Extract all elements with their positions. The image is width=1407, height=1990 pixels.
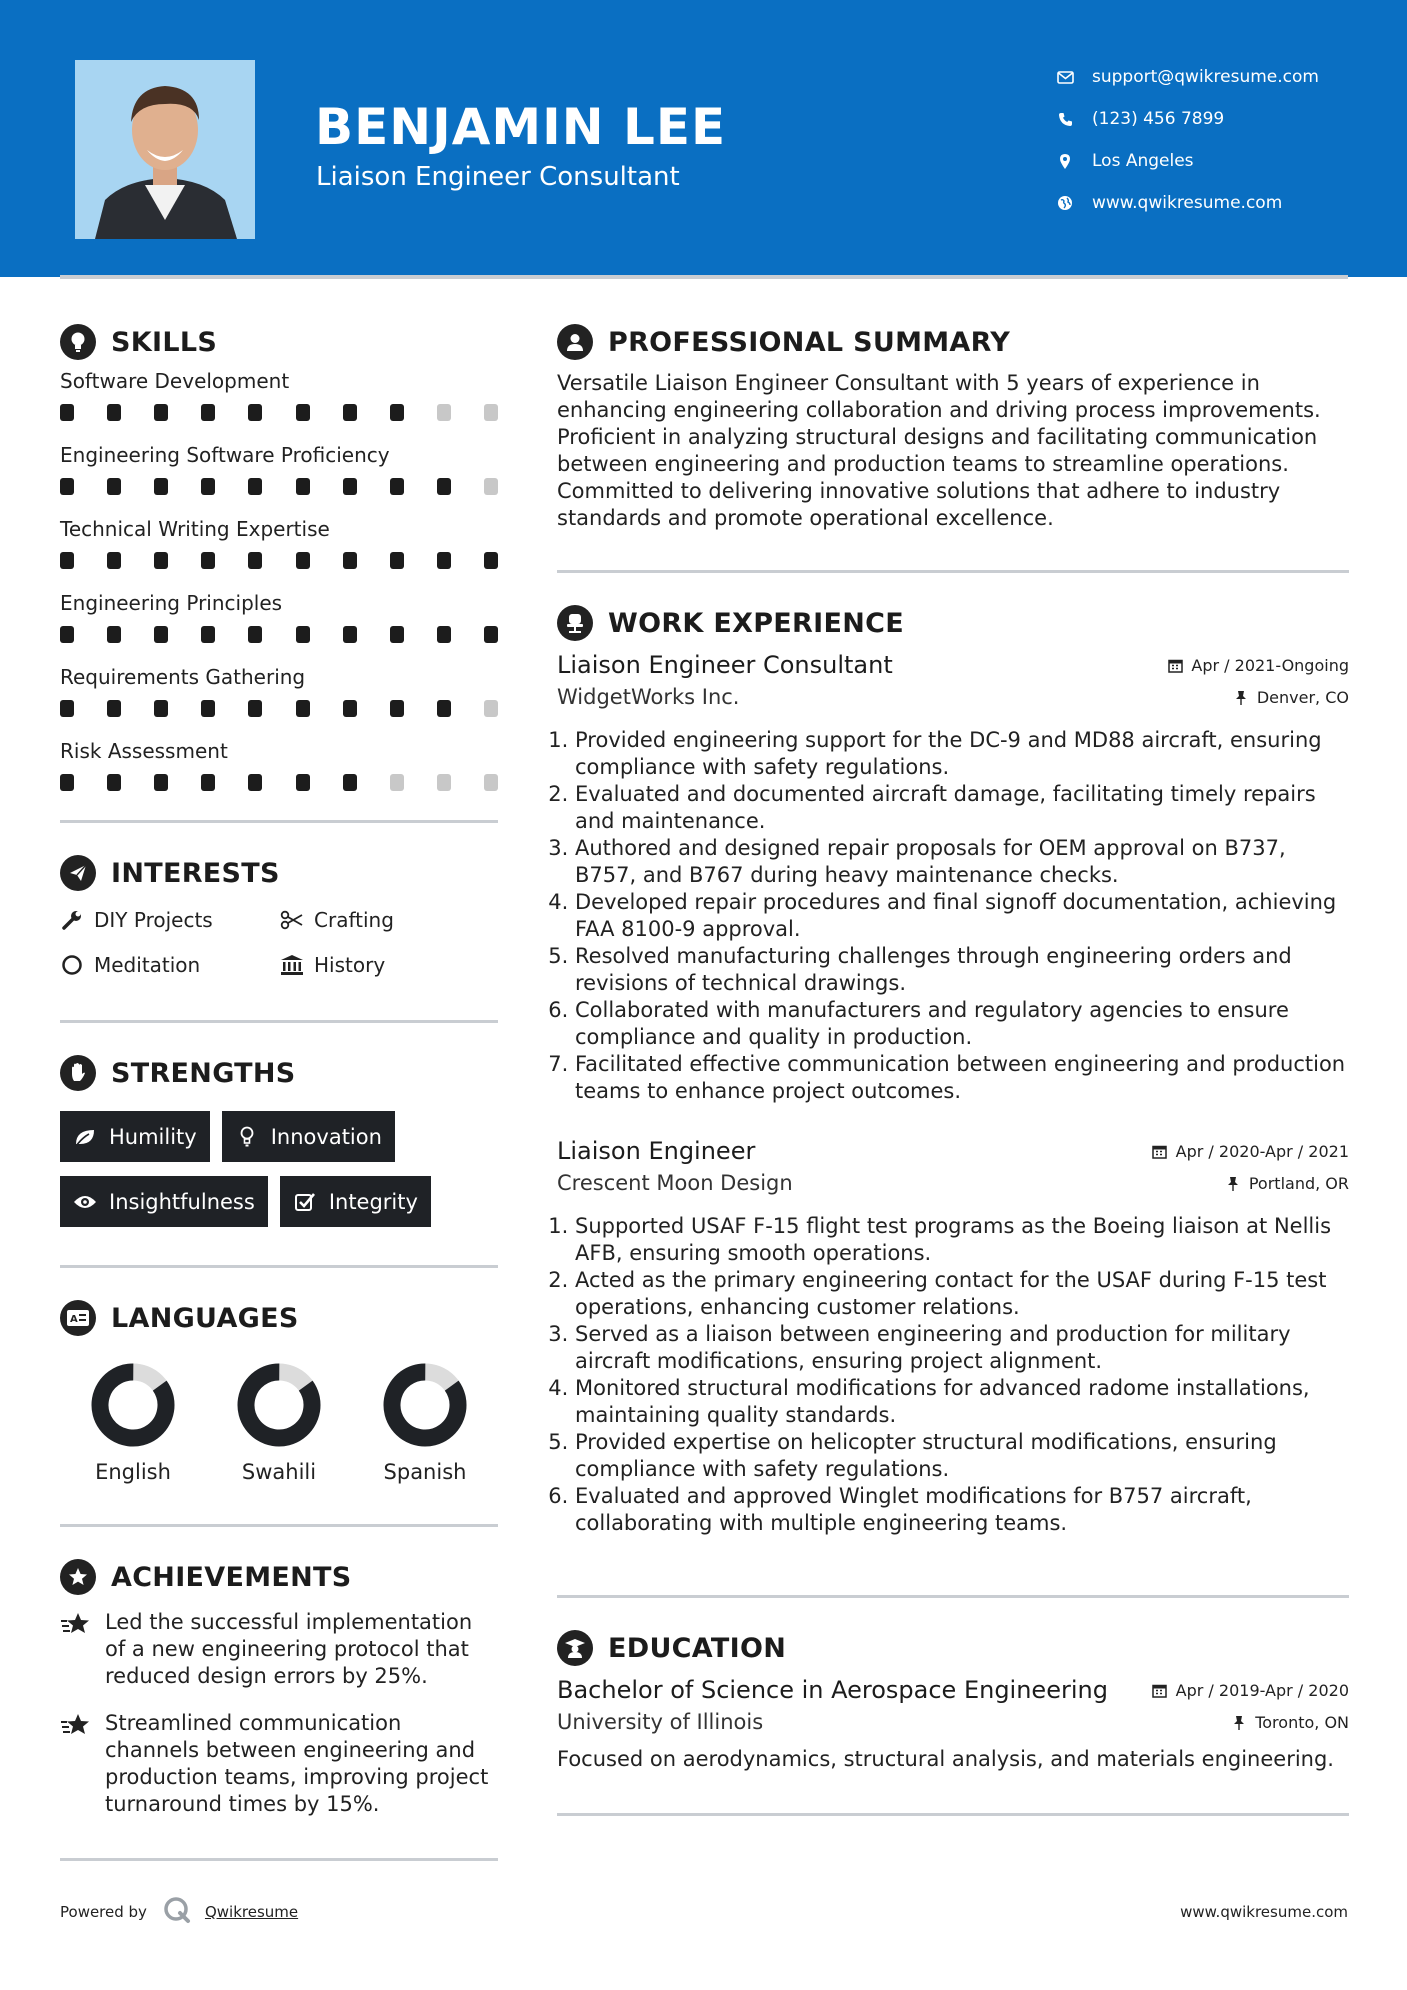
- skills-title: SKILLS: [111, 326, 218, 358]
- interest-label: Crafting: [314, 908, 394, 932]
- rating-dot-filled: [201, 700, 215, 717]
- lightbulb-icon: [235, 1125, 259, 1149]
- section-divider: [557, 570, 1349, 573]
- lightbulb-icon: [60, 324, 96, 360]
- rating-dot-filled: [437, 552, 451, 569]
- job-date: [1167, 656, 1349, 675]
- rating-dot-filled: [437, 700, 451, 717]
- skill-name: Requirements Gathering: [60, 665, 306, 689]
- education-head: [557, 1676, 1349, 1704]
- rating-dot-empty: [484, 774, 498, 791]
- job-entry: [557, 651, 1349, 1105]
- job-title: Liaison Engineer: [557, 1137, 756, 1165]
- rating-dot-filled: [248, 552, 262, 569]
- language-name: English: [95, 1460, 171, 1484]
- job-date-text: Apr / 2020-Apr / 2021: [1175, 1142, 1349, 1161]
- education-location-text: Toronto, ON: [1255, 1712, 1349, 1732]
- scissors-icon: [280, 908, 304, 932]
- education-location: [1231, 1713, 1349, 1732]
- rating-dot-filled: [484, 552, 498, 569]
- footer-url[interactable]: www.qwikresume.com: [1180, 1903, 1348, 1921]
- contact-email[interactable]: [1055, 56, 1319, 98]
- star-icon: [60, 1710, 93, 1818]
- achievement-text: Streamlined communication channels between engineering and production teams, improving project turnaround times by 15%.: [105, 1711, 489, 1816]
- graduate-icon: [557, 1630, 593, 1666]
- rating-dot-empty: [437, 404, 451, 421]
- skill-rating: [60, 396, 498, 440]
- rating-dot-filled: [60, 700, 74, 717]
- job-bullet: 2. Acted as the primary engineering contact for the USAF during F-15 test operations, enhancing customer relations.: [575, 1267, 1349, 1321]
- experience-header: [557, 603, 1349, 643]
- skill-rating: [60, 766, 498, 810]
- rating-dot-filled: [107, 700, 121, 717]
- interest-label: History: [314, 953, 386, 977]
- rating-dot-filled: [343, 626, 357, 643]
- contact-location-text: Los Angeles: [1092, 151, 1194, 171]
- rating-dot-filled: [343, 700, 357, 717]
- skill-item: [60, 736, 498, 810]
- degree-title: Bachelor of Science in Aerospace Engineering: [557, 1676, 1108, 1704]
- qwikresume-logo-icon: [163, 1896, 191, 1928]
- education-date-text: Apr / 2019-Apr / 2020: [1175, 1681, 1349, 1700]
- rating-dot-filled: [248, 626, 262, 643]
- profile-photo: [75, 60, 255, 239]
- job-head: [557, 1137, 1349, 1165]
- contact-website[interactable]: [1055, 182, 1319, 224]
- rating-dot-filled: [201, 552, 215, 569]
- job-location: [1233, 688, 1349, 707]
- hand-icon: [60, 1055, 96, 1091]
- interests-header: [60, 853, 498, 893]
- language-item: [60, 1362, 206, 1484]
- candidate-title: Liaison Engineer Consultant: [316, 162, 680, 192]
- left-column: [60, 322, 498, 1861]
- rating-dot-filled: [107, 552, 121, 569]
- job-sub: [557, 1171, 1349, 1195]
- language-item: [352, 1362, 498, 1484]
- rating-dot-filled: [154, 774, 168, 791]
- star-badge-icon: [60, 1559, 96, 1595]
- job-bullet: 6. Evaluated and approved Winglet modifications for B757 aircraft, collaborating with multiple engineering teams.: [575, 1483, 1349, 1537]
- rating-dot-filled: [248, 774, 262, 791]
- summary-section: [557, 322, 1349, 532]
- eye-icon: [73, 1190, 97, 1214]
- achievements-header: [60, 1557, 498, 1597]
- strength-badge: [222, 1111, 395, 1162]
- achievements-section: [60, 1557, 498, 1818]
- interests-list: [60, 905, 498, 980]
- rating-dot-filled: [154, 404, 168, 421]
- header-banner: [0, 0, 1407, 277]
- skills-list: [60, 366, 498, 810]
- school-name: University of Illinois: [557, 1710, 764, 1734]
- job-bullet: 3. Served as a liaison between engineering and production for military aircraft modifications, ensuring project alignment.: [575, 1321, 1349, 1375]
- rating-dot-filled: [343, 552, 357, 569]
- envelope-icon: [1055, 67, 1075, 87]
- rating-dot-filled: [60, 552, 74, 569]
- strengths-title: STRENGTHS: [111, 1057, 296, 1089]
- section-divider: [557, 1595, 1349, 1598]
- job-date: [1152, 1142, 1349, 1161]
- rating-dot-filled: [201, 626, 215, 643]
- experience-section: [557, 603, 1349, 1537]
- language-name: Spanish: [383, 1460, 467, 1484]
- job-bullet: 1. Provided engineering support for the DC-9 and MD88 aircraft, ensuring compliance with safety regulations.: [575, 727, 1349, 781]
- strengths-section: [60, 1053, 498, 1227]
- user-icon: [557, 324, 593, 360]
- rating-dot-filled: [343, 478, 357, 495]
- contact-list: [1055, 56, 1319, 224]
- contact-phone[interactable]: [1055, 98, 1319, 140]
- rating-dot-filled: [107, 626, 121, 643]
- rating-dot-filled: [201, 478, 215, 495]
- skill-name: Engineering Software Proficiency: [60, 443, 390, 467]
- job-bullet: 6. Collaborated with manufacturers and regulatory agencies to ensure compliance and quality in production.: [575, 997, 1349, 1051]
- rating-dot-filled: [390, 404, 404, 421]
- education-title: EDUCATION: [608, 1632, 787, 1664]
- language-ring: [236, 1362, 322, 1448]
- right-column: [557, 322, 1349, 1816]
- education-date: [1152, 1681, 1349, 1700]
- globe-icon: [1055, 193, 1075, 213]
- strengths-list: [60, 1111, 498, 1227]
- achievement-item: [60, 1609, 498, 1690]
- pushpin-icon: [1233, 689, 1249, 705]
- paper-plane-icon: [60, 855, 96, 891]
- summary-title: PROFESSIONAL SUMMARY: [608, 326, 1011, 358]
- skill-rating: [60, 544, 498, 588]
- job-bullet: 2. Evaluated and documented aircraft damage, facilitating timely repairs and maintenance.: [575, 781, 1349, 835]
- rating-dot-empty: [484, 478, 498, 495]
- contact-phone-text: (123) 456 7899: [1092, 109, 1225, 129]
- brand-link[interactable]: Qwikresume: [204, 1903, 299, 1921]
- skill-item: [60, 662, 498, 736]
- rating-dot-filled: [296, 478, 310, 495]
- interest-item: [60, 950, 280, 980]
- job-head: [557, 651, 1349, 679]
- rating-dot-filled: [60, 626, 74, 643]
- rating-dot-filled: [248, 700, 262, 717]
- rating-dot-filled: [296, 626, 310, 643]
- job-bullets: [557, 1213, 1349, 1537]
- experience-title: WORK EXPERIENCE: [608, 607, 904, 639]
- rating-dot-filled: [154, 700, 168, 717]
- skills-section: [60, 322, 498, 810]
- rating-dot-filled: [296, 774, 310, 791]
- languages-title: LANGUAGES: [111, 1302, 299, 1334]
- strength-badge: [60, 1111, 210, 1162]
- checkbox-icon: [293, 1190, 317, 1214]
- education-entry: [557, 1676, 1349, 1773]
- job-bullet: 3. Authored and designed repair proposals for OEM approval on B737, B757, and B767 during heavy maintenance checks.: [575, 835, 1349, 889]
- skill-name: Technical Writing Expertise: [60, 517, 330, 541]
- rating-dot-filled: [107, 404, 121, 421]
- job-title: Liaison Engineer Consultant: [557, 651, 893, 679]
- section-divider: [60, 1020, 498, 1023]
- rating-dot-filled: [343, 774, 357, 791]
- rating-dot-filled: [296, 404, 310, 421]
- pushpin-icon: [1231, 1714, 1247, 1730]
- interest-label: DIY Projects: [94, 908, 213, 932]
- rating-dot-filled: [201, 774, 215, 791]
- job-bullet: 5. Provided expertise on helicopter structural modifications, ensuring compliance with safety regulations.: [575, 1429, 1349, 1483]
- achievements-title: ACHIEVEMENTS: [111, 1561, 352, 1593]
- job-bullet: 7. Facilitated effective communication between engineering and production teams to enhance project outcomes.: [575, 1051, 1349, 1105]
- rating-dot-empty: [437, 774, 451, 791]
- skills-header: [60, 322, 498, 362]
- rating-dot-filled: [60, 774, 74, 791]
- rating-dot-empty: [484, 700, 498, 717]
- skill-rating: [60, 692, 498, 736]
- job-location-text: Denver, CO: [1256, 687, 1349, 707]
- contact-email-text: support@qwikresume.com: [1092, 67, 1319, 87]
- rating-dot-filled: [60, 404, 74, 421]
- strength-badge: [60, 1176, 268, 1227]
- language-item: [206, 1362, 352, 1484]
- achievement-item: [60, 1710, 498, 1818]
- rating-dot-filled: [437, 478, 451, 495]
- language-ring: [90, 1362, 176, 1448]
- contact-website-text: www.qwikresume.com: [1092, 193, 1283, 213]
- rating-dot-empty: [390, 774, 404, 791]
- job-date-text: Apr / 2021-Ongoing: [1191, 656, 1349, 675]
- education-section: [557, 1628, 1349, 1773]
- education-description: Focused on aerodynamics, structural analysis, and materials engineering.: [557, 1747, 1334, 1771]
- rating-dot-filled: [248, 478, 262, 495]
- rating-dot-filled: [390, 552, 404, 569]
- footer: [60, 1896, 1348, 1928]
- powered-by-text: Powered by: [60, 1903, 147, 1921]
- job-bullet: 4. Developed repair procedures and final signoff documentation, achieving FAA 8100-9 approval.: [575, 889, 1349, 943]
- section-divider: [60, 1265, 498, 1268]
- skill-item: [60, 514, 498, 588]
- rating-dot-filled: [154, 478, 168, 495]
- wrench-icon: [60, 908, 84, 932]
- candidate-name: BENJAMIN LEE: [315, 98, 727, 156]
- job-bullet: 5. Resolved manufacturing challenges through engineering orders and revisions of technical drawings.: [575, 943, 1349, 997]
- language-name: Swahili: [241, 1460, 317, 1484]
- rating-dot-filled: [154, 626, 168, 643]
- job-company: Crescent Moon Design: [557, 1171, 793, 1195]
- svg-text:A: A: [70, 1314, 78, 1325]
- section-divider: [557, 1813, 1349, 1816]
- skill-rating: [60, 470, 498, 514]
- skill-rating: [60, 618, 498, 662]
- job-location-text: Portland, OR: [1248, 1173, 1349, 1193]
- job-sub: [557, 685, 1349, 709]
- calendar-icon: [1167, 658, 1183, 674]
- section-divider: [60, 1858, 498, 1861]
- calendar-icon: [1152, 1144, 1168, 1160]
- education-sub: [557, 1710, 1349, 1734]
- language-card-icon: [60, 1300, 96, 1336]
- footer-branding: [60, 1896, 298, 1928]
- rating-dot-filled: [154, 552, 168, 569]
- strength-label: Integrity: [328, 1189, 418, 1214]
- strength-label: Humility: [109, 1124, 197, 1149]
- interest-item: [60, 905, 280, 935]
- leaf-icon: [73, 1125, 97, 1149]
- strengths-header: [60, 1053, 498, 1093]
- contact-location: [1055, 140, 1319, 182]
- rating-dot-filled: [390, 478, 404, 495]
- languages-section: [60, 1298, 498, 1484]
- interests-section: [60, 853, 498, 980]
- rating-dot-filled: [107, 478, 121, 495]
- summary-text: Versatile Liaison Engineer Consultant with 5 years of experience in enhancing engineering collaboration and driving process improvements. Proficient in analyzing structural designs and facilitating communication between engineering and production teams to streamline operations. Committed to delivering innovative solutions that adhere to industry standards and promote operational excellence.: [557, 371, 1321, 530]
- rating-dot-filled: [390, 700, 404, 717]
- rating-dot-filled: [343, 404, 357, 421]
- job-company: WidgetWorks Inc.: [557, 685, 740, 709]
- interest-label: Meditation: [94, 953, 201, 977]
- skill-item: [60, 366, 498, 440]
- rating-dot-empty: [484, 404, 498, 421]
- strength-badge: [280, 1176, 431, 1227]
- strength-label: Innovation: [270, 1124, 382, 1149]
- languages-header: [60, 1298, 498, 1338]
- section-divider: [60, 1524, 498, 1527]
- skill-name: Software Development: [60, 369, 290, 393]
- pushpin-icon: [1225, 1175, 1241, 1191]
- rating-dot-filled: [248, 404, 262, 421]
- rating-dot-filled: [60, 478, 74, 495]
- skill-name: Risk Assessment: [60, 739, 228, 763]
- interests-title: INTERESTS: [111, 857, 280, 889]
- phone-icon: [1055, 109, 1075, 129]
- skill-item: [60, 588, 498, 662]
- job-location: [1225, 1174, 1349, 1193]
- section-divider: [60, 820, 498, 823]
- languages-list: [60, 1362, 498, 1484]
- rating-dot-filled: [296, 700, 310, 717]
- job-bullet: 1. Supported USAF F-15 flight test programs as the Boeing liaison at Nellis AFB, ensuring smooth operations.: [575, 1213, 1349, 1267]
- job-bullet: 4. Monitored structural modifications for advanced radome installations, maintaining quality standards.: [575, 1375, 1349, 1429]
- interest-item: [280, 950, 498, 980]
- rating-dot-filled: [296, 552, 310, 569]
- rating-dot-filled: [484, 626, 498, 643]
- circle-icon: [60, 953, 84, 977]
- star-icon: [60, 1609, 93, 1690]
- language-ring: [382, 1362, 468, 1448]
- skill-name: Engineering Principles: [60, 591, 283, 615]
- achievement-text: Led the successful implementation of a new engineering protocol that reduced design errors by 25%.: [105, 1610, 473, 1688]
- skill-item: [60, 440, 498, 514]
- education-header: [557, 1628, 1349, 1668]
- location-pin-icon: [1055, 151, 1075, 171]
- rating-dot-filled: [437, 626, 451, 643]
- header-divider: [60, 275, 1348, 279]
- calendar-icon: [1152, 1683, 1168, 1699]
- interest-item: [280, 905, 498, 935]
- rating-dot-filled: [390, 626, 404, 643]
- strength-label: Insightfulness: [109, 1189, 255, 1214]
- briefcase-chair-icon: [557, 605, 593, 641]
- job-entry: [557, 1137, 1349, 1537]
- summary-header: [557, 322, 1349, 362]
- rating-dot-filled: [107, 774, 121, 791]
- job-bullets: [557, 727, 1349, 1105]
- rating-dot-filled: [201, 404, 215, 421]
- museum-icon: [280, 953, 304, 977]
